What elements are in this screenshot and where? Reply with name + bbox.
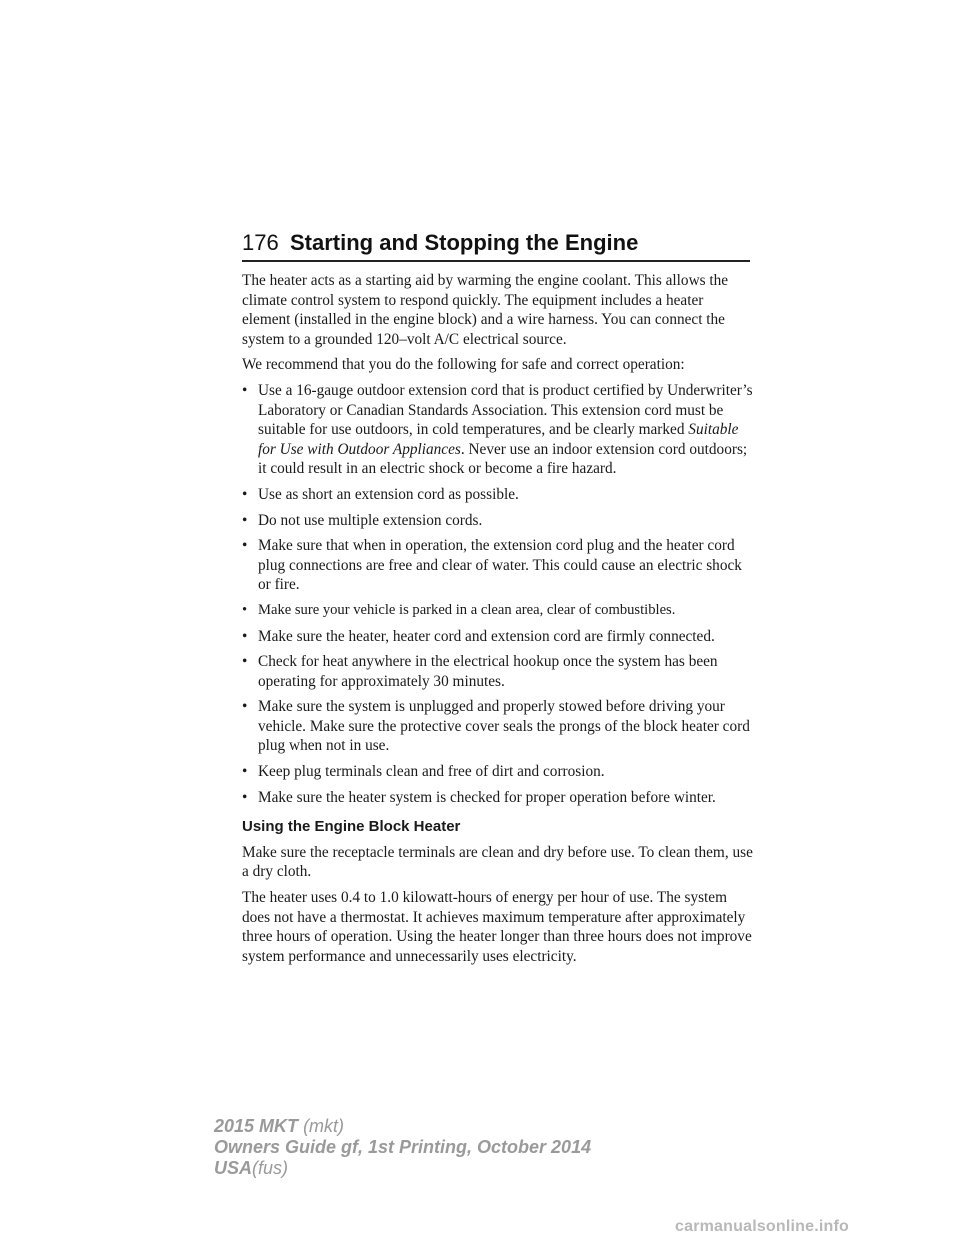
bullet-text: Make sure the heater system is checked for proper operation before winter.: [258, 788, 716, 806]
header-divider: [242, 260, 750, 262]
bullet-icon: •: [242, 485, 248, 503]
bullet-text: Use as short an extension cord as possible.: [258, 485, 519, 503]
list-item: [242, 762, 754, 782]
bullet-icon: •: [242, 698, 248, 716]
bullet-text: . Never use an indoor extension cord outdoors; it could result in an electric shock or become a fire hazard.: [258, 440, 748, 478]
section-subheading: Using the Engine Block Heater: [242, 818, 461, 836]
bullet-icon: •: [242, 537, 248, 555]
bullet-text: Check for heat anywhere in the electrical hookup once the system has been operating for approximately 30 minutes.: [258, 653, 718, 690]
recommend-paragraph: We recommend that you do the following for safe and correct operation:: [242, 356, 685, 374]
list-item: [242, 627, 754, 647]
safety-bullet-list: [242, 381, 754, 807]
bullet-icon: •: [242, 601, 248, 618]
bullet-icon: •: [242, 763, 248, 781]
footer-model: 2015 MKT: [214, 1116, 299, 1136]
bullet-icon: •: [242, 788, 248, 806]
bullet-icon: •: [242, 381, 248, 399]
footer-line-market: [214, 1158, 591, 1179]
list-item: [242, 788, 754, 808]
bullet-text: Make sure your vehicle is parked in a clean area, clear of combustibles.: [258, 601, 676, 618]
print-footer: [214, 1116, 591, 1179]
bullet-text: Make sure that when in operation, the extension cord plug and the heater cord plug connections are free and clear of water. This could cause an electric shock or fire.: [258, 537, 742, 594]
bullet-icon: •: [242, 627, 248, 645]
page-body: [242, 271, 754, 972]
page-number: 176: [242, 230, 279, 255]
bullet-italic-text: Suitable for Use with Outdoor Appliances: [258, 421, 739, 458]
list-item: [242, 485, 754, 505]
list-item: [242, 601, 754, 621]
footer-line-model: [214, 1116, 591, 1137]
bullet-icon: •: [242, 511, 248, 529]
bullet-text: Make sure the heater, heater cord and extension cord are firmly connected.: [258, 627, 715, 645]
bullet-text: Do not use multiple extension cords.: [258, 511, 483, 529]
list-item: [242, 652, 754, 691]
footer-line-edition: [214, 1137, 591, 1158]
bullet-icon: •: [242, 653, 248, 671]
section-title: Starting and Stopping the Engine: [290, 230, 639, 255]
list-item: [242, 511, 754, 531]
intro-paragraph: The heater acts as a starting aid by warming the engine coolant. This allows the climate control system to respond quickly. The equipment includes a heater element (installed in the engine block) and a wire harness. You can connect the system to a grounded 120–volt A/C electrical source.: [242, 272, 729, 348]
list-item: [242, 381, 754, 479]
footer-market-code: (fus): [252, 1158, 289, 1178]
watermark: carmanualsonline.info: [675, 1218, 850, 1235]
bullet-text: Make sure the system is unplugged and properly stowed before driving your vehicle. Make sure the protective cover seals the prongs of the block heater cord plug when not in use.: [258, 698, 750, 755]
footer-market: USA: [214, 1158, 253, 1178]
list-item: [242, 697, 754, 756]
list-item: [242, 536, 754, 595]
bullet-text: Use a 16-gauge outdoor extension cord that is product certified by Underwriter’s Laboratory or Canadian Standards Association. This extension cord must be suitable for use outdoors, in cold temperatures, and be clearly marked: [258, 381, 753, 439]
energy-usage-paragraph: The heater uses 0.4 to 1.0 kilowatt-hours of energy per hour of use. The system does not have a thermostat. It achieves maximum temperature after approximately three hours of operation. Using the heater longer than three hours does not improve system performance and unnecessarily uses electricity.: [242, 889, 752, 965]
bullet-text: Keep plug terminals clean and free of dirt and corrosion.: [258, 763, 605, 781]
footer-edition: Owners Guide gf, 1st Printing, October 2014: [214, 1137, 592, 1157]
cleaning-paragraph: Make sure the receptacle terminals are clean and dry before use. To clean them, use a dry cloth.: [242, 843, 753, 881]
footer-model-code: (mkt): [303, 1116, 345, 1136]
